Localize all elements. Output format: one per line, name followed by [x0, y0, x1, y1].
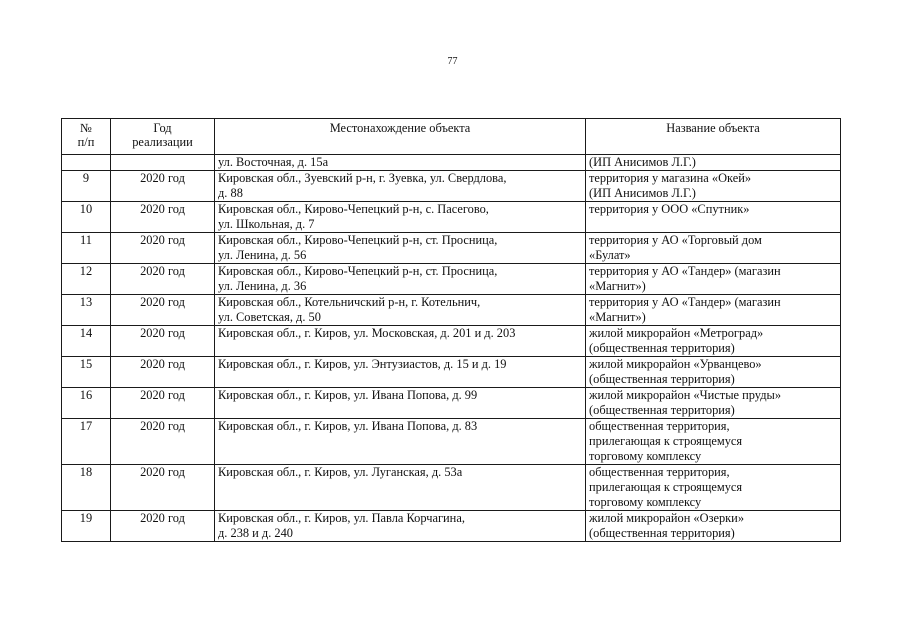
location-line: Кировская обл., г. Киров, ул. Луганская, д. 53а — [218, 465, 463, 479]
object-name-line: (ИП Анисимов Л.Г.) — [589, 155, 696, 169]
location-line: Кировская обл., Котельничский р-н, г. Котельнич, — [218, 295, 481, 309]
object-name-line: (общественная территория) — [589, 372, 735, 386]
location-line: Кировская обл., г. Киров, ул. Ивана Попова, д. 83 — [218, 419, 478, 433]
page-number: 77 — [447, 56, 458, 67]
row-year-cell: 2020 год — [111, 326, 215, 357]
header-object-name: Название объекта — [586, 119, 841, 155]
object-name-line: территория у АО «Тандер» (магазин — [589, 295, 781, 309]
row-number-cell — [62, 155, 111, 171]
row-year-cell: 2020 год — [111, 233, 215, 264]
location-line: Кировская обл., г. Киров, ул. Ивана Попова, д. 99 — [218, 388, 478, 402]
object-name-line: жилой микрорайон «Чистые пруды» — [589, 388, 782, 402]
row-year-cell: 2020 год — [111, 202, 215, 233]
table-row — [62, 295, 841, 326]
row-number-cell: 10 — [62, 202, 111, 233]
header-num — [62, 119, 111, 155]
row-object-name-cell — [586, 419, 841, 465]
row-location-cell — [215, 326, 586, 357]
object-name-line: «Булат» — [589, 248, 631, 262]
object-name-line: прилегающая к строящемуся — [589, 434, 743, 448]
row-object-name-cell — [586, 388, 841, 419]
row-year-cell: 2020 год — [111, 171, 215, 202]
row-location-cell — [215, 511, 586, 542]
object-name-line: (общественная территория) — [589, 526, 735, 540]
row-object-name-cell — [586, 357, 841, 388]
row-object-name-cell — [586, 233, 841, 264]
location-line: ул. Школьная, д. 7 — [218, 217, 315, 231]
row-object-name-cell — [586, 264, 841, 295]
object-name-line: (ИП Анисимов Л.Г.) — [589, 186, 696, 200]
location-line: ул. Советская, д. 50 — [218, 310, 321, 324]
row-year-cell: 2020 год — [111, 264, 215, 295]
location-line: д. 238 и д. 240 — [218, 526, 293, 540]
row-location-cell — [215, 295, 586, 326]
header-year-line: реализации — [132, 135, 193, 149]
object-name-line: территория у АО «Тандер» (магазин — [589, 264, 781, 278]
location-line: д. 88 — [218, 186, 243, 200]
row-object-name-cell — [586, 155, 841, 171]
row-year-cell — [111, 155, 215, 171]
row-object-name-cell — [586, 171, 841, 202]
row-number-cell: 12 — [62, 264, 111, 295]
table-header-row — [62, 119, 841, 155]
row-object-name-cell — [586, 295, 841, 326]
row-location-cell — [215, 171, 586, 202]
row-number-cell: 15 — [62, 357, 111, 388]
object-name-line: (общественная территория) — [589, 403, 735, 417]
row-location-cell — [215, 388, 586, 419]
row-object-name-cell — [586, 511, 841, 542]
object-name-line: территория у ООО «Спутник» — [589, 202, 750, 216]
row-year-cell: 2020 год — [111, 419, 215, 465]
row-number-cell: 17 — [62, 419, 111, 465]
table-row — [62, 465, 841, 511]
location-line: ул. Ленина, д. 56 — [218, 248, 307, 262]
object-name-line: (общественная территория) — [589, 341, 735, 355]
row-object-name-cell — [586, 326, 841, 357]
object-name-line: «Магнит») — [589, 279, 646, 293]
row-number-cell: 16 — [62, 388, 111, 419]
header-num-line: п/п — [77, 135, 95, 149]
table-row — [62, 388, 841, 419]
row-location-cell — [215, 155, 586, 171]
row-location-cell — [215, 357, 586, 388]
row-number-cell: 14 — [62, 326, 111, 357]
row-location-cell — [215, 202, 586, 233]
row-year-cell: 2020 год — [111, 357, 215, 388]
row-number-cell: 18 — [62, 465, 111, 511]
object-name-line: жилой микрорайон «Метроград» — [589, 326, 764, 340]
row-object-name-cell — [586, 202, 841, 233]
table-row — [62, 233, 841, 264]
row-number-cell: 11 — [62, 233, 111, 264]
header-year — [111, 119, 215, 155]
object-name-line: прилегающая к строящемуся — [589, 480, 743, 494]
object-name-line: «Магнит») — [589, 310, 646, 324]
object-name-line: территория у АО «Торговый дом — [589, 233, 762, 247]
row-location-cell — [215, 419, 586, 465]
location-line: Кировская обл., г. Киров, ул. Энтузиастов, д. 15 и д. 19 — [218, 357, 507, 371]
object-name-line: торговому комплексу — [589, 495, 702, 509]
row-year-cell: 2020 год — [111, 388, 215, 419]
location-line: Кировская обл., Кирово-Чепецкий р-н, ст. Просница, — [218, 233, 498, 247]
table-row — [62, 171, 841, 202]
row-year-cell: 2020 год — [111, 511, 215, 542]
object-name-line: общественная территория, — [589, 419, 730, 433]
location-line: ул. Восточная, д. 15а — [218, 155, 329, 169]
object-name-line: общественная территория, — [589, 465, 730, 479]
object-name-line: жилой микрорайон «Озерки» — [589, 511, 745, 525]
row-location-cell — [215, 233, 586, 264]
row-year-cell: 2020 год — [111, 295, 215, 326]
table-row — [62, 264, 841, 295]
table-body — [62, 155, 841, 542]
table-row — [62, 155, 841, 171]
table-row — [62, 511, 841, 542]
location-line: Кировская обл., Кирово-Чепецкий р-н, с. Пасегово, — [218, 202, 489, 216]
row-number-cell: 19 — [62, 511, 111, 542]
row-number-cell: 13 — [62, 295, 111, 326]
location-line: Кировская обл., Кирово-Чепецкий р-н, ст. Просница, — [218, 264, 498, 278]
location-line: ул. Ленина, д. 36 — [218, 279, 307, 293]
row-location-cell — [215, 465, 586, 511]
object-name-line: жилой микрорайон «Урванцево» — [589, 357, 762, 371]
row-location-cell — [215, 264, 586, 295]
table-row — [62, 326, 841, 357]
object-name-line: территория у магазина «Окей» — [589, 171, 752, 185]
location-line: Кировская обл., г. Киров, ул. Московская, д. 201 и д. 203 — [218, 326, 516, 340]
location-line: Кировская обл., Зуевский р-н, г. Зуевка, ул. Свердлова, — [218, 171, 507, 185]
row-year-cell: 2020 год — [111, 465, 215, 511]
header-year-line: Год — [153, 121, 172, 135]
header-num-line: № — [80, 121, 92, 135]
object-name-line: торговому комплексу — [589, 449, 702, 463]
table-row — [62, 357, 841, 388]
row-object-name-cell — [586, 465, 841, 511]
header-location: Местонахождение объекта — [215, 119, 586, 155]
row-number-cell: 9 — [62, 171, 111, 202]
table-row — [62, 202, 841, 233]
location-line: Кировская обл., г. Киров, ул. Павла Корчагина, — [218, 511, 465, 525]
objects-table — [61, 118, 841, 542]
table-row — [62, 419, 841, 465]
